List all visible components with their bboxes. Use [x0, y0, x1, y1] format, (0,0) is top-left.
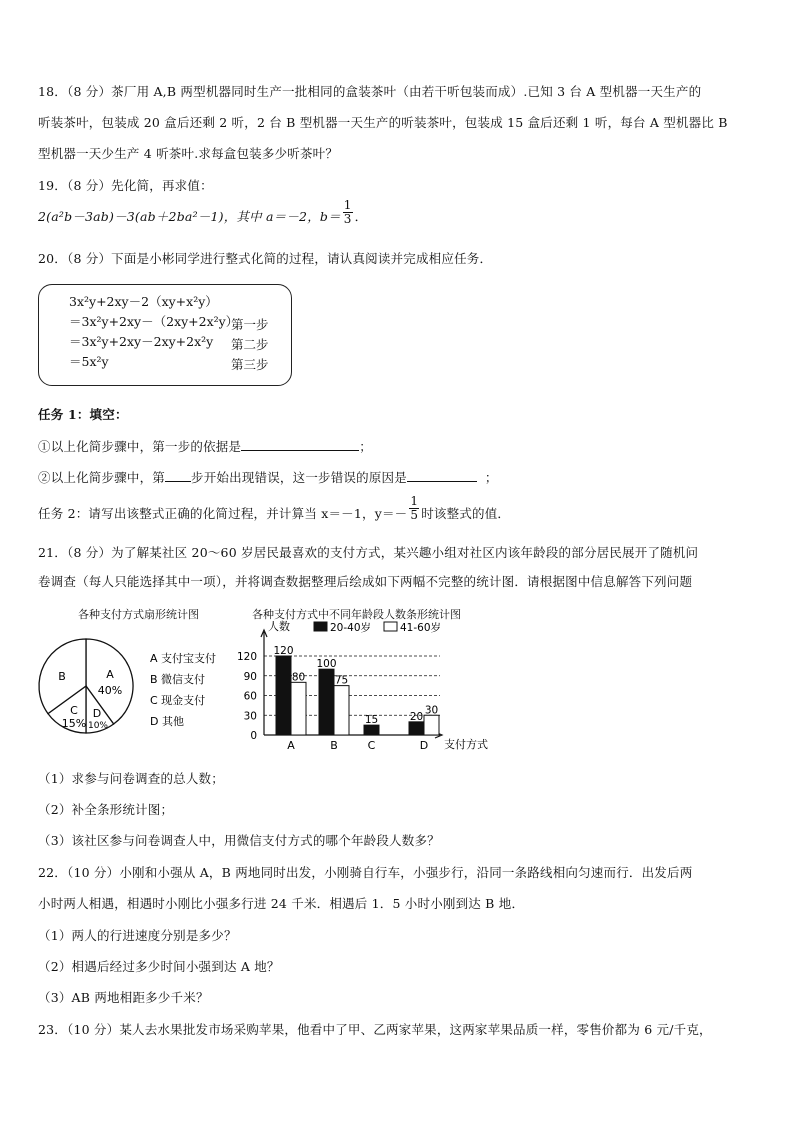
- y-tick-label: 0: [250, 730, 257, 742]
- bar-value-label: 100: [316, 658, 337, 671]
- pie-percent-C: 15%: [61, 717, 87, 730]
- bar-A-41-60岁: [291, 682, 306, 735]
- bar-D-41-60岁: [424, 715, 439, 735]
- q22-line-2: 小时两人相遇，相遇时小刚比小强多行进 24 千米．相遇后 1．5 小时小刚到达 B 地．: [38, 896, 525, 911]
- box-row-2: ＝3x²y+2xy－2xy+2x²y: [69, 334, 214, 349]
- q21-line-1: 21．（8 分）为了解某社区 20～60 岁居民最喜欢的支付方式，某兴趣小组对社区内该年龄段的部分居民展开了随机问: [38, 545, 699, 560]
- legend-swatch-20-40: [314, 622, 327, 631]
- bar-value-label: 75: [334, 674, 349, 687]
- pie-label-A: A: [106, 668, 114, 681]
- answer-blank-2[interactable]: [165, 469, 191, 482]
- pie-legend-item: B 微信支付: [150, 673, 206, 686]
- x-axis-label: 支付方式: [444, 738, 488, 751]
- x-tick-label: D: [419, 739, 429, 752]
- answer-blank-1[interactable]: [241, 438, 359, 451]
- q21-sub-1: （1）求参与问卷调查的总人数；: [38, 771, 224, 786]
- q19-fraction: $\frac{1}{3}$: [343, 198, 352, 226]
- bar-chart: [228, 618, 508, 758]
- bar-value-label: 30: [424, 704, 439, 717]
- box-row-0: 3x²y+2xy－2（xy+x²y）: [69, 294, 218, 309]
- pie-legend-item: D 其他: [150, 715, 184, 728]
- q21-sub-3: （3）该社区参与问卷调查人中，用微信支付方式的哪个年龄段人数多？: [38, 833, 440, 848]
- q22-sub-3: （3）AB 两地相距多少千米？: [38, 990, 209, 1005]
- q22-sub-1: （1）两人的行进速度分别是多少？: [38, 928, 237, 943]
- bar-A-20-40岁: [276, 656, 291, 735]
- bar-C-20-40岁: [364, 725, 379, 735]
- bar-value-label: 15: [364, 714, 379, 727]
- box-step-2: 第二步: [231, 337, 269, 352]
- pie-chart-title: 各种支付方式扇形统计图: [78, 608, 199, 621]
- pie-legend-item: A 支付宝支付: [150, 652, 217, 665]
- pie-label-B: B: [58, 670, 66, 683]
- q18-line-2: 听装茶叶，包装成 20 盒后还剩 2 听，2 台 B 型机器一天生产的听装茶叶，包装成 15 盒后还剩 1 听，每台 A 型机器比 B: [38, 115, 728, 130]
- q22-line-1: 22．（10 分）小刚和小强从 A，B 两地同时出发，小刚骑自行车，小强步行，沿同一条路线相向匀速而行．出发后两: [38, 865, 693, 880]
- y-tick-label: 120: [236, 651, 257, 663]
- box-step-3: 第三步: [231, 357, 269, 372]
- bar-value-label: 20: [409, 710, 424, 723]
- x-tick-label: A: [287, 739, 295, 752]
- bar-value-label: 80: [291, 671, 306, 684]
- box-row-1: ＝3x²y+2xy－（2xy+2x²y）: [69, 314, 239, 329]
- bar-chart-title: 各种支付方式中不同年龄段人数条形统计图: [252, 608, 461, 621]
- pie-percent-D: 10%: [87, 721, 109, 731]
- task1-item-b: ②以上化简步骤中，第 步开始出现错误，这一步错误的原因是 ；: [38, 470, 498, 485]
- x-tick-label: B: [330, 739, 338, 752]
- task1-item-a: ①以上化简步骤中，第一步的依据是 ；: [38, 439, 372, 454]
- pie-label-D: D: [92, 707, 102, 720]
- y-axis-label: 人数: [268, 620, 290, 633]
- box-row-3: ＝5x²y: [69, 354, 109, 369]
- pie-legend-item: C 现金支付: [150, 694, 206, 707]
- y-tick-label: 60: [243, 690, 257, 703]
- q21-line-2: 卷调查（每人只能选择其中一项），并将调查数据整理后绘成如下两幅不完整的统计图．请根据图中信息解答下列问题: [38, 574, 693, 589]
- pie-percent-A: 40%: [97, 684, 123, 697]
- q21-sub-2: （2）补全条形统计图；: [38, 802, 174, 817]
- task1-heading: 任务 1：填空：: [38, 407, 128, 422]
- legend-label-41-60: 41-60岁: [400, 622, 442, 634]
- q19-expression: 2(a²b－3ab)－3(ab＋2ba²－1)，其中 a＝－2，b＝ $\frac{1}{3}$ ．: [38, 198, 368, 226]
- box-step-1: 第一步: [231, 317, 269, 332]
- legend-swatch-41-60: [384, 622, 397, 631]
- simplification-box: [38, 284, 292, 386]
- q20-line-1: 20．（8 分）下面是小彬同学进行整式化简的过程，请认真阅读并完成相应任务．: [38, 251, 493, 266]
- x-tick-label: C: [367, 739, 376, 752]
- bar-B-41-60岁: [334, 686, 349, 735]
- q19-expr-text: 2(a²b－3ab)－3(ab＋2ba²－1)，其中 a＝－2，b＝: [38, 209, 341, 224]
- q19-line-1: 19．（8 分）先化简，再求值：: [38, 178, 213, 193]
- q22-sub-2: （2）相遇后经过多少时间小强到达 A 地？: [38, 959, 280, 974]
- task2-line: 任务 2：请写出该整式正确的化简过程，并计算当 x＝－1，y＝－ $\frac{1}{5}$ 时该整式的值．: [38, 494, 511, 522]
- q23-line-1: 23．（10 分）某人去水果批发市场采购苹果，他看中了甲、乙两家苹果，这两家苹果品质一样，零售价都为 6 元/千克，: [38, 1022, 712, 1037]
- y-tick-label: 90: [243, 670, 257, 683]
- y-tick-label: 30: [243, 710, 257, 723]
- task2-fraction: $\frac{1}{5}$: [410, 494, 419, 522]
- pie-chart: [34, 620, 244, 750]
- bar-value-label: 120: [273, 645, 294, 657]
- q18-line-3: 型机器一天少生产 4 听茶叶.求每盒包装多少听茶叶？: [38, 146, 339, 161]
- answer-blank-3[interactable]: [407, 469, 477, 482]
- legend-label-20-40: 20-40岁: [330, 622, 372, 634]
- bar-B-20-40岁: [319, 669, 334, 735]
- q18-line-1: 18．（8 分）茶厂用 A,B 两型机器同时生产一批相同的盒装茶叶（由若干听包装而成）.已知 3 台 A 型机器一天生产的: [38, 84, 702, 99]
- pie-label-C: C: [70, 704, 78, 717]
- bar-D-20-40岁: [409, 722, 424, 735]
